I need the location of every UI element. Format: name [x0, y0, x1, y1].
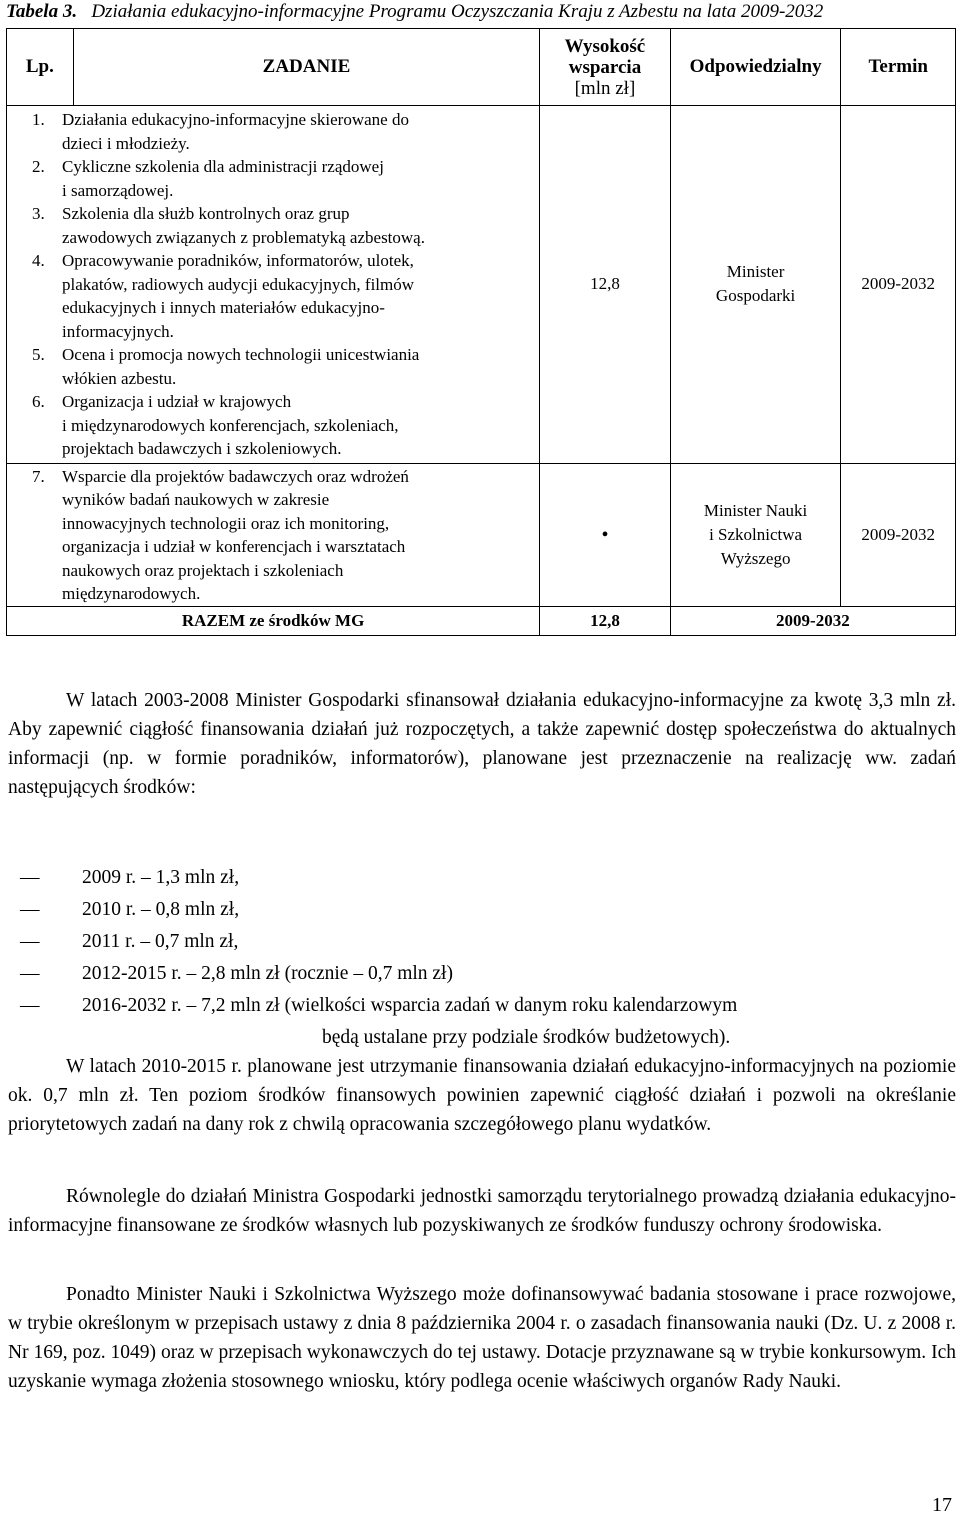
total-amount: 12,8 [540, 606, 671, 635]
caption-title: Działania edukacyjno-informacyjne Programu Oczyszczania Kraju z Azbestu na lata 2009-2032 [91, 1, 824, 22]
task-number: 3. [32, 204, 45, 223]
task-line: organizacja i udział w konferencjach i warsztatach [62, 537, 406, 556]
list-item-text: 2009 r. – 1,3 mln zł, [82, 867, 240, 888]
task-description [62, 155, 539, 202]
task-description [62, 465, 539, 606]
table-row-group1 [7, 106, 956, 464]
task-number: 1. [32, 110, 45, 129]
task-line: międzynarodowych. [62, 584, 201, 603]
responsible-group1-line2: Gospodarki [715, 286, 796, 306]
table-header-row [7, 29, 956, 106]
paragraph-3-block [8, 1182, 956, 1240]
page-number: 17 [932, 1494, 952, 1516]
paragraph-4-block [8, 1280, 956, 1396]
list-item-text: 2012-2015 r. – 2,8 mln zł (rocznie – 0,7 mln zł) [82, 963, 453, 984]
tasks-cell-group1 [7, 106, 540, 464]
task-item [7, 249, 539, 343]
task-number: 5. [32, 345, 45, 364]
header-wysokosc [540, 29, 671, 106]
funding-list [20, 862, 956, 1054]
paragraph-2-block [8, 1052, 956, 1139]
term-group1: 2009-2032 [841, 106, 956, 464]
responsible-group2-line3: Wyższego [720, 548, 791, 568]
paragraph-1: W latach 2003-2008 Minister Gospodarki sfinansował działania edukacyjno-informacyjne za kwotę 3,3 mln zł. Aby zapewnić ciągłość finansowania działań już rozpoczętych, a także zapewnić dostęp społeczeństwa do aktualnych informacji (np. w formie poradników, informatorów), planowane jest przeznaczenie na realizację ww. zadań następujących środków: [8, 690, 956, 798]
list-item-text: 2010 r. – 0,8 mln zł, [82, 899, 240, 920]
task-list-group1 [7, 106, 539, 463]
responsible-group2 [670, 463, 841, 606]
task-line: wyników badań naukowych w zakresie [62, 490, 330, 509]
amount-group1: 12,8 [540, 106, 671, 464]
responsible-group2-line1: Minister Nauki [703, 500, 808, 520]
table-total-row [7, 606, 956, 635]
amount-group2: • [540, 463, 671, 606]
responsible-group1-line1: Minister [726, 262, 785, 282]
list-item-text: 2011 r. – 0,7 mln zł, [82, 931, 239, 952]
header-wysokosc-line2: wsparcia [568, 56, 642, 78]
responsible-group1 [670, 106, 841, 464]
list-continuation-row [20, 1022, 956, 1054]
task-number: 6. [32, 392, 45, 411]
task-line: Organizacja i udział w krajowych [62, 392, 292, 411]
list-item: — 2010 r. – 0,8 mln zł, [20, 894, 956, 926]
task-line: dzieci i młodzieży. [62, 133, 190, 153]
task-description [62, 108, 539, 155]
task-line: włókien azbestu. [62, 368, 177, 388]
task-item [7, 202, 539, 249]
total-term: 2009-2032 [670, 606, 955, 635]
task-item [7, 465, 539, 606]
total-label: RAZEM ze środków MG [7, 606, 540, 635]
task-line: projektach badawczych i szkoleniowych. [62, 439, 342, 458]
responsible-group2-line2: i Szkolnictwa [709, 524, 803, 544]
task-line: edukacyjnych i innych materiałów edukacyjno- [62, 298, 385, 317]
header-zadanie: ZADANIE [73, 29, 539, 106]
task-list-group2 [7, 464, 539, 606]
paragraph-2: W latach 2010-2015 r. planowane jest utrzymanie finansowania działań edukacyjno-informacyjnych na poziomie ok. 0,7 mln zł. Ten poziom środków finansowych powinien zapewnić ciągłość działań i pozwoli na określanie priorytetowych zadań na dany rok z chwilą opracowania szczegółowego planu wydatków. [8, 1056, 956, 1135]
header-wysokosc-line1: Wysokość [564, 35, 646, 57]
task-item [7, 343, 539, 390]
task-line: innowacyjnych technologii oraz ich monitoring, [62, 513, 390, 533]
task-line: Wsparcie dla projektów badawczych oraz wdrożeń [62, 466, 409, 486]
task-number: 4. [32, 251, 45, 270]
tasks-table [6, 28, 956, 636]
task-description [62, 343, 539, 390]
task-description [62, 249, 539, 343]
task-line: i międzynarodowych konferencjach, szkoleniach, [62, 415, 399, 435]
table-row-group2 [7, 463, 956, 606]
paragraph-3: Równolegle do działań Ministra Gospodarki jednostki samorządu terytorialnego prowadzą działania edukacyjno-informacyjne finansowane ze środków własnych lub pozyskiwanych ze środków funduszy ochrony środowiska. [8, 1186, 956, 1236]
task-description [62, 390, 539, 461]
task-number: 7. [32, 466, 45, 486]
header-lp: Lp. [7, 29, 74, 106]
list-continuation: będą ustalane przy podziale środków budżetowych). [322, 1027, 731, 1048]
task-item [7, 390, 539, 461]
term-group2: 2009-2032 [841, 463, 956, 606]
tasks-cell-group2 [7, 463, 540, 606]
task-line: plakatów, radiowych audycji edukacyjnych, filmów [62, 274, 415, 294]
list-item: — 2009 r. – 1,3 mln zł, [20, 862, 956, 894]
task-line: zawodowych związanych z problematyką azbestową. [62, 227, 425, 247]
task-item [7, 155, 539, 202]
task-line: Działania edukacyjno-informacyjne skierowane do [62, 110, 409, 129]
task-line: naukowych oraz projektach i szkoleniach [62, 560, 344, 580]
task-line: i samorządowej. [62, 180, 174, 200]
list-item-text: 2016-2032 r. – 7,2 mln zł (wielkości wsparcia zadań w danym roku kalendarzowym [82, 995, 738, 1016]
task-number: 2. [32, 157, 45, 176]
header-wysokosc-line3: [mln zł] [574, 77, 636, 99]
task-line: Opracowywanie poradników, informatorów, ulotek, [62, 251, 414, 270]
paragraph-1-block [8, 686, 956, 802]
task-item [7, 108, 539, 155]
task-line: Ocena i promocja nowych technologii unicestwiania [62, 345, 420, 364]
list-item: — 2012-2015 r. – 2,8 mln zł (rocznie – 0,7 mln zł) [20, 958, 956, 990]
task-line: Cykliczne szkolenia dla administracji rządowej [62, 157, 384, 176]
task-line: informacyjnych. [62, 321, 174, 341]
table-caption [6, 0, 823, 24]
task-line: Szkolenia dla służb kontrolnych oraz grup [62, 204, 350, 223]
task-description [62, 202, 539, 249]
header-odpowiedzialny: Odpowiedzialny [670, 29, 841, 106]
list-item: — 2011 r. – 0,7 mln zł, [20, 926, 956, 958]
list-item: — 2016-2032 r. – 7,2 mln zł (wielkości wsparcia zadań w danym roku kalendarzowym [20, 990, 956, 1022]
header-termin: Termin [841, 29, 956, 106]
caption-label: Tabela 3. [6, 1, 78, 22]
paragraph-4: Ponadto Minister Nauki i Szkolnictwa Wyższego może dofinansowywać badania stosowane i prace rozwojowe, w trybie określonym w przepisach ustawy z dnia 8 października 2004 r. o zasadach finansowania nauki (Dz. U. z 2008 r. Nr 169, poz. 1049) oraz w przepisach wykonawczych do tej ustawy. Dotacje przyznawane są w trybie konkursowym. Ich uzyskanie wymaga złożenia stosownego wniosku, który podlega ocenie właściwych organów Rady Nauki. [8, 1284, 956, 1392]
